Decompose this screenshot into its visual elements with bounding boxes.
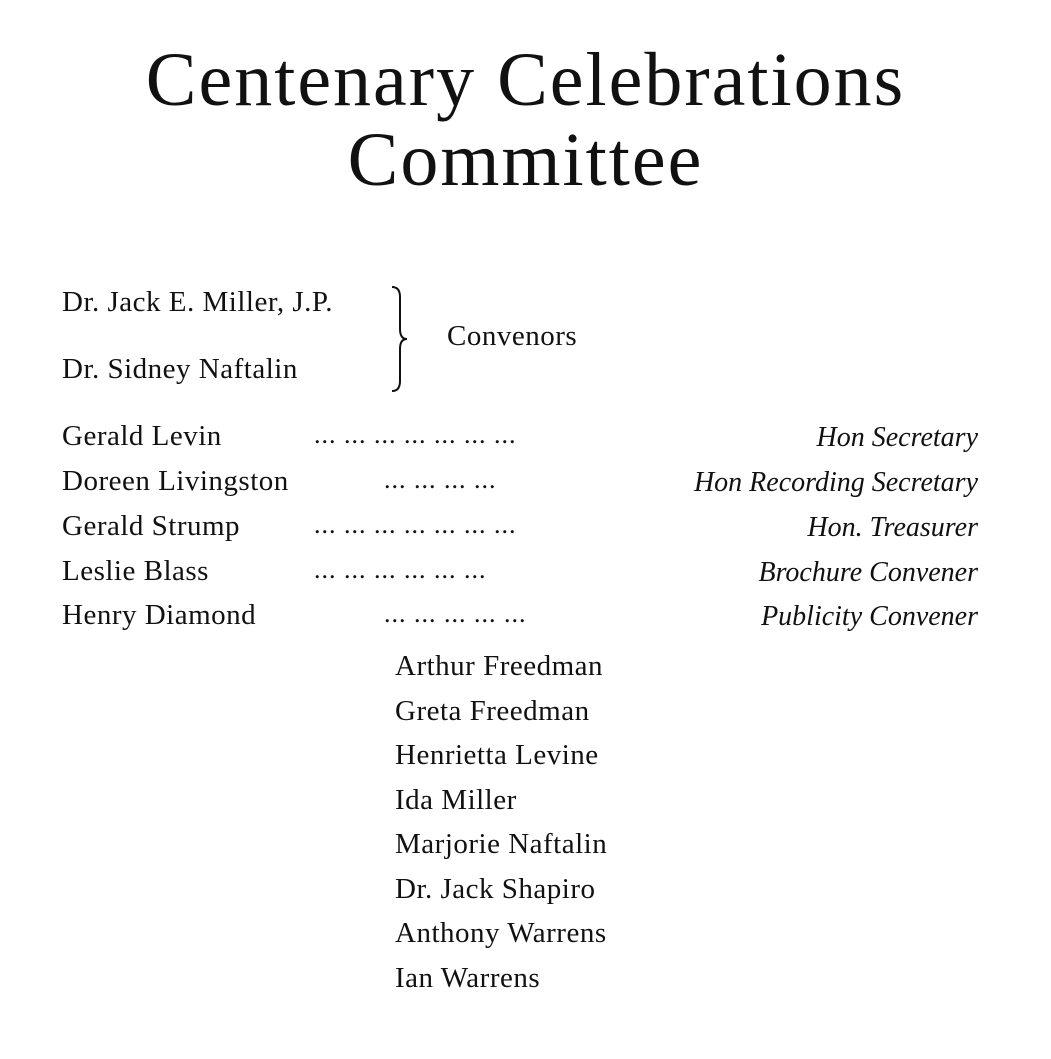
officer-role: Publicity Convener — [761, 601, 978, 632]
officer-name: Henry Diamond — [62, 599, 257, 631]
member-name: Marjorie Naftalin — [395, 828, 608, 860]
member-name: Dr. Jack Shapiro — [395, 872, 596, 905]
officer-row — [62, 420, 978, 460]
member-name: Anthony Warrens — [395, 917, 607, 949]
officer-row — [62, 465, 978, 505]
page-title-line2: Committee — [347, 118, 704, 202]
officer-row — [62, 510, 978, 550]
member-name: Ida Miller — [395, 783, 517, 816]
member-name: Greta Freedman — [395, 694, 590, 727]
leader-dots: ... ... ... ... — [384, 465, 497, 494]
convenors-role: Convenors — [447, 320, 578, 352]
officer-row — [62, 599, 978, 639]
page-title: Centenary Celebrations — [145, 38, 906, 122]
members-list — [395, 644, 607, 1000]
right-brace-icon — [388, 285, 414, 393]
member-name: Arthur Freedman — [395, 650, 604, 682]
member-name: Ian Warrens — [395, 961, 541, 994]
leader-dots: ... ... ... ... ... ... — [314, 555, 487, 584]
leader-dots: ... ... ... ... ... ... ... — [314, 420, 517, 449]
officer-role: Hon Recording Secretary — [693, 467, 978, 498]
officer-name: Leslie Blass — [62, 555, 209, 587]
convenor-name: Dr. Jack E. Miller, J.P. — [62, 286, 334, 318]
officer-row — [62, 555, 978, 595]
officer-role: Brochure Convener — [758, 557, 978, 588]
leader-dots: ... ... ... ... ... ... ... — [314, 510, 517, 539]
member-name: Henrietta Levine — [395, 739, 599, 771]
officer-role: Hon. Treasurer — [807, 512, 978, 543]
leader-dots: ... ... ... ... ... — [384, 599, 527, 628]
officer-name: Gerald Strump — [62, 510, 241, 542]
officer-role: Hon Secretary — [816, 422, 978, 453]
convenor-name: Dr. Sidney Naftalin — [62, 353, 298, 385]
officer-name: Gerald Levin — [62, 420, 222, 452]
officer-name: Doreen Livingston — [62, 465, 289, 497]
